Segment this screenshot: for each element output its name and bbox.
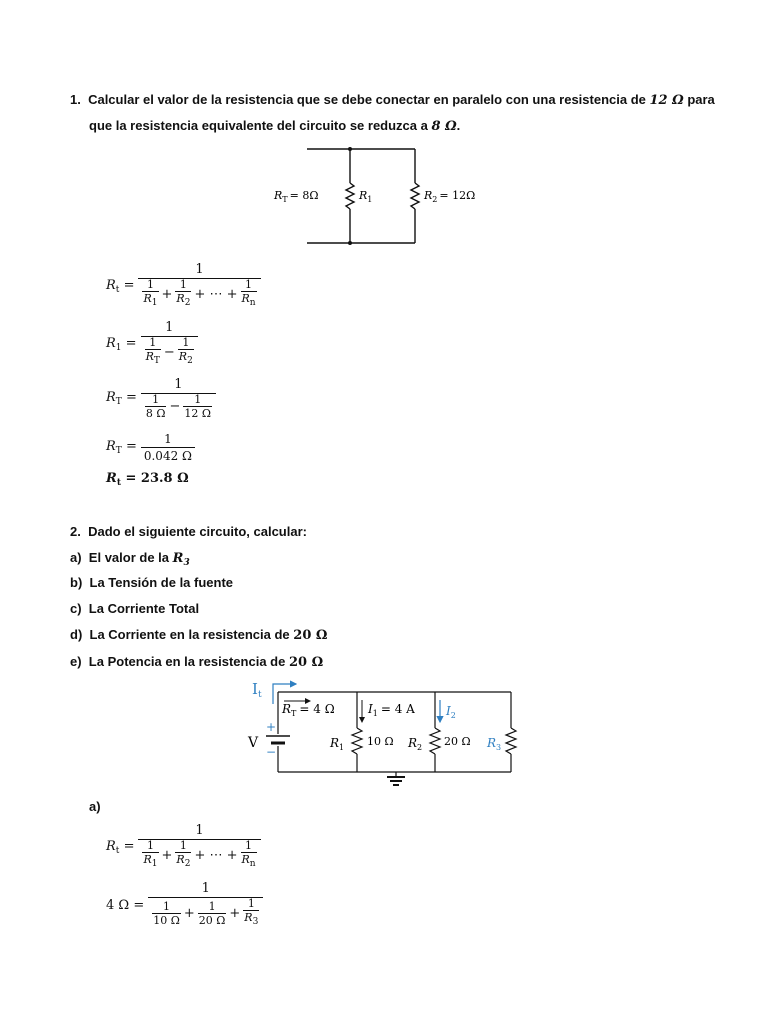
q1-line1-post: para <box>687 92 715 107</box>
q1-line1-value: 12 Ω <box>649 93 684 108</box>
q1-number: 1. <box>70 92 81 107</box>
equation-result: $R_t = 23.8$ Ω <box>106 471 189 488</box>
part-a-label: a) <box>89 799 101 814</box>
circuit2-plus-sign: + <box>266 720 277 734</box>
circuit2-it-label: $I_t$ <box>252 680 262 700</box>
equation-4ohm: 4 Ω = 1 1 10 Ω + $\frac{1}{20 \Omega}$ + $\frac{1}{R_3}$ <box>106 881 263 929</box>
circuit2-minus-sign: − <box>266 745 277 759</box>
q2-item-a: a) El valor de la $R_3$ <box>70 550 190 568</box>
q2-intro: 2. Dado el siguiente circuito, calcular: <box>70 524 307 539</box>
q1-line2 <box>89 118 460 134</box>
circuit2-r3-label: $R_3$ <box>487 736 502 752</box>
q1-line2-post: . <box>456 118 461 133</box>
circuit2-r2-label: $R_2$ <box>408 736 423 752</box>
q1-line2-value: 8 Ω <box>431 119 457 134</box>
equation-rt-values: $R_T$ = 1 1 8 Ω − $\frac{1}{12 \Omega}$ <box>106 377 216 420</box>
q1-line1 <box>70 92 715 108</box>
q2-item-d: d) La Corriente en la resistencia de 20 Ω <box>70 627 328 643</box>
circuit2-diagram <box>244 676 526 792</box>
equation-rt-general-2: $R_t$ = 1 1 $R_1$ + $\frac{1}{R_2}$ + ⋯ + $\frac{1}{R_n}$ <box>106 823 261 871</box>
circuit2-r1-value: 10 Ω <box>367 735 394 748</box>
circuit1-rt-label: $R_T = 8\Omega$ <box>274 189 319 204</box>
equation-r1: $R_1$ = 1 1 $R_T$ − $\frac{1}{R_2}$ <box>106 320 198 368</box>
q2-item-e: e) La Potencia en la resistencia de 20 Ω <box>70 654 324 670</box>
q2-item-b: b) La Tensión de la fuente <box>70 575 234 590</box>
equation-rt-decimal: $R_T$ = $\frac{1}{0.042 \Omega}$ <box>106 431 195 464</box>
circuit1-diagram <box>260 140 500 250</box>
circuit2-rt-label: $R_T = 4$ Ω <box>282 702 335 718</box>
q2-item-c: c) La Corriente Total <box>70 601 200 616</box>
circuit2-r2-value: 20 Ω <box>444 735 471 748</box>
circuit1-r2-label: $R_2 = 12\Omega$ <box>424 189 476 204</box>
circuit1-r1-label: $R_1$ <box>359 189 373 204</box>
circuit2-i2-label: $I_2$ <box>446 704 456 720</box>
q1-line2-text: que la resistencia equivalente del circuito se reduzca a <box>89 118 428 133</box>
circuit2-r1-label: $R_1$ <box>330 736 345 752</box>
circuit2-v-label: V <box>248 735 259 751</box>
q1-line1-text: Calcular el valor de la resistencia que se debe conectar en paralelo con una resistencia de <box>88 92 646 107</box>
equation-rt-general: $R_t$ = 1 1 $R_1$ + $\frac{1}{R_2}$ + ⋯ + $\frac{1}{R_n}$ <box>106 262 261 310</box>
circuit2-i1-label: $I_1 = 4$ A <box>368 702 415 718</box>
